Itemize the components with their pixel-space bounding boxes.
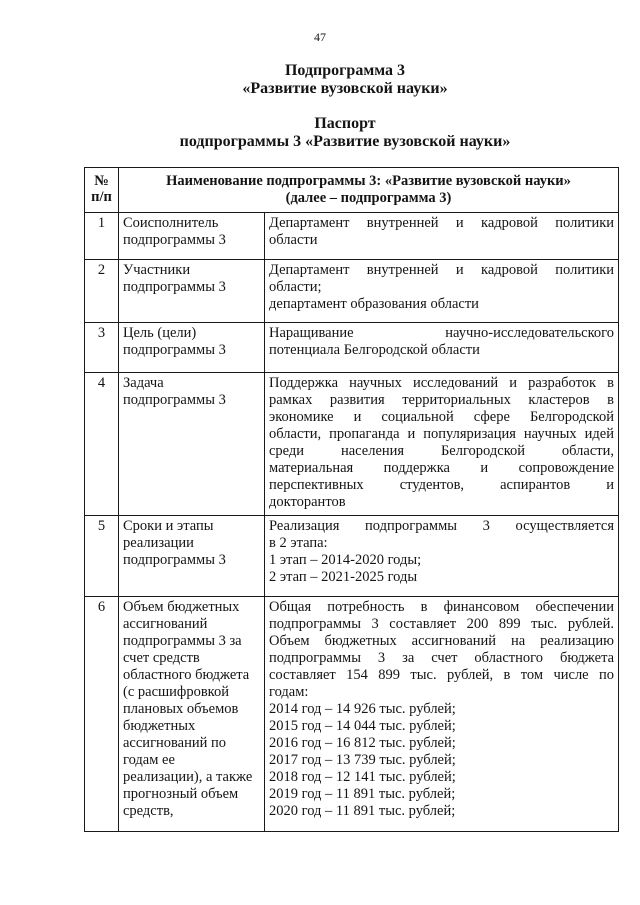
row-content-line: подпрограммы 3 составляет 200 899 тыс. рублей. [269,616,615,632]
row-name-line: подпрограммы 3 [123,392,226,408]
row-name-line: средств, [123,803,174,819]
row-number-cell: 6 [85,597,119,832]
row-name-cell [119,597,265,832]
row-name-line: реализации), а также [123,769,253,785]
row-name-cell [119,260,265,323]
row-name-line: подпрограммы 3 за [123,633,242,649]
row-content-line: 2015 год – 14 044 тыс. рублей; [269,718,456,734]
row-name-line: подпрограммы 3 [123,279,226,295]
row-name-line: подпрограммы 3 [123,552,226,568]
passport-title: Паспорт [314,115,376,132]
row-content-cell [265,516,619,597]
row-name-line: областного бюджета [123,667,250,683]
row-content-line: Департамент внутренней и кадровой политики [269,215,615,231]
row-content-line: области; [269,279,322,295]
row-content-line: 2016 год – 16 812 тыс. рублей; [269,735,456,751]
table-row [85,597,619,832]
row-content-line: 2014 год – 14 926 тыс. рублей; [269,701,456,717]
row-content-line: 2017 год – 13 739 тыс. рублей; [269,752,456,768]
table-row [85,373,619,516]
row-name-line: годам ее [123,752,175,768]
row-content-line: годам: [269,684,309,700]
row-content-cell [265,213,619,260]
row-name-line: подпрограммы 3 [123,232,226,248]
row-content-line: потенциала Белгородской области [269,342,480,358]
table-row [85,323,619,373]
header-number-sign: № [94,173,109,189]
row-content-line: среди населения Белгородской области, [269,443,615,459]
row-content-line: перспективных студентов, аспирантов и [269,477,615,493]
passport-subtitle: подпрограммы 3 «Развитие вузовской науки» [179,133,511,150]
row-name-line: Цель (цели) [123,325,197,341]
row-content-line: Общая потребность в финансовом обеспечении [269,599,615,615]
row-content-line: составляет 154 899 тыс. рублей, в том числе по [269,667,615,683]
passport-table [84,167,619,832]
row-name-line: Участники [123,262,191,278]
passport-heading [0,115,640,151]
row-content-cell [265,597,619,832]
table-row [85,260,619,323]
row-content-line: Реализация подпрограммы 3 осуществляется [269,518,615,534]
row-content-line: материальная поддержка и сопровождение [269,460,615,476]
row-content-line: экономике и социальной сфере Белгородской [269,409,615,425]
row-content-line: 2020 год – 11 891 тыс. рублей; [269,803,456,819]
row-content-cell [265,260,619,323]
row-content-cell [265,373,619,516]
row-content-line: 1 этап – 2014-2020 годы; [269,552,422,568]
row-content-line: области, пропаганда и популяризация научных идей [269,426,615,442]
row-content-line: Поддержка научных исследований и разработок в [269,375,615,391]
subprogram-title: Подпрограмма 3 [284,62,406,79]
row-content-line: области [269,232,318,248]
header-number-cell [85,168,119,213]
header-number-abbr: п/п [91,189,112,205]
row-name-line: (с расшифровкой [123,684,229,700]
row-name-line: Задача [123,375,164,391]
row-number-cell: 3 [85,323,119,373]
row-content-line: Объем бюджетных ассигнований на реализацию [269,633,615,649]
table-row [85,516,619,597]
row-content-line: департамент образования области [269,296,479,312]
row-content-line: Департамент внутренней и кадровой политики [269,262,615,278]
row-number-cell: 4 [85,373,119,516]
row-name-line: бюджетных [123,718,196,734]
row-content-line: рамках развития территориальных кластеров в [269,392,615,408]
row-name-line: подпрограммы 3 [123,342,226,358]
row-content-line: 2 этап – 2021-2025 годы [269,569,418,585]
table-header-row [85,168,619,213]
row-content-line: в 2 этапа: [269,535,328,551]
row-number-cell: 2 [85,260,119,323]
row-name-line: ассигнований [123,616,208,632]
row-number-cell: 1 [85,213,119,260]
row-content-cell [265,323,619,373]
table-row [85,213,619,260]
row-name-line: Соисполнитель [123,215,219,231]
row-name-cell [119,516,265,597]
header-title-cell [119,168,619,213]
row-name-line: ассигнований по [123,735,227,751]
subprogram-subtitle: «Развитие вузовской науки» [242,80,448,97]
row-name-line: реализации [123,535,194,551]
row-name-line: плановых объемов [123,701,239,717]
row-number-cell: 5 [85,516,119,597]
row-name-cell [119,323,265,373]
header-title-note: (далее – подпрограмма 3) [285,190,452,206]
row-name-cell [119,373,265,516]
subprogram-heading [0,62,640,98]
row-content-line: 2019 год – 11 891 тыс. рублей; [269,786,456,802]
page-number: 47 [314,30,326,44]
row-name-line: прогнозный объем [123,786,239,802]
row-name-cell [119,213,265,260]
row-content-line: Наращивание научно-исследовательского [269,325,615,341]
row-name-line: счет средств [123,650,200,666]
row-name-line: Сроки и этапы [123,518,214,534]
row-content-line: подпрограммы 3 за счет областного бюджета [269,650,615,666]
row-content-line: докторантов [269,494,346,510]
row-content-line: 2018 год – 12 141 тыс. рублей; [269,769,456,785]
header-title: Наименование подпрограммы 3: «Развитие вузовской науки» [166,173,571,189]
row-name-line: Объем бюджетных [123,599,240,615]
